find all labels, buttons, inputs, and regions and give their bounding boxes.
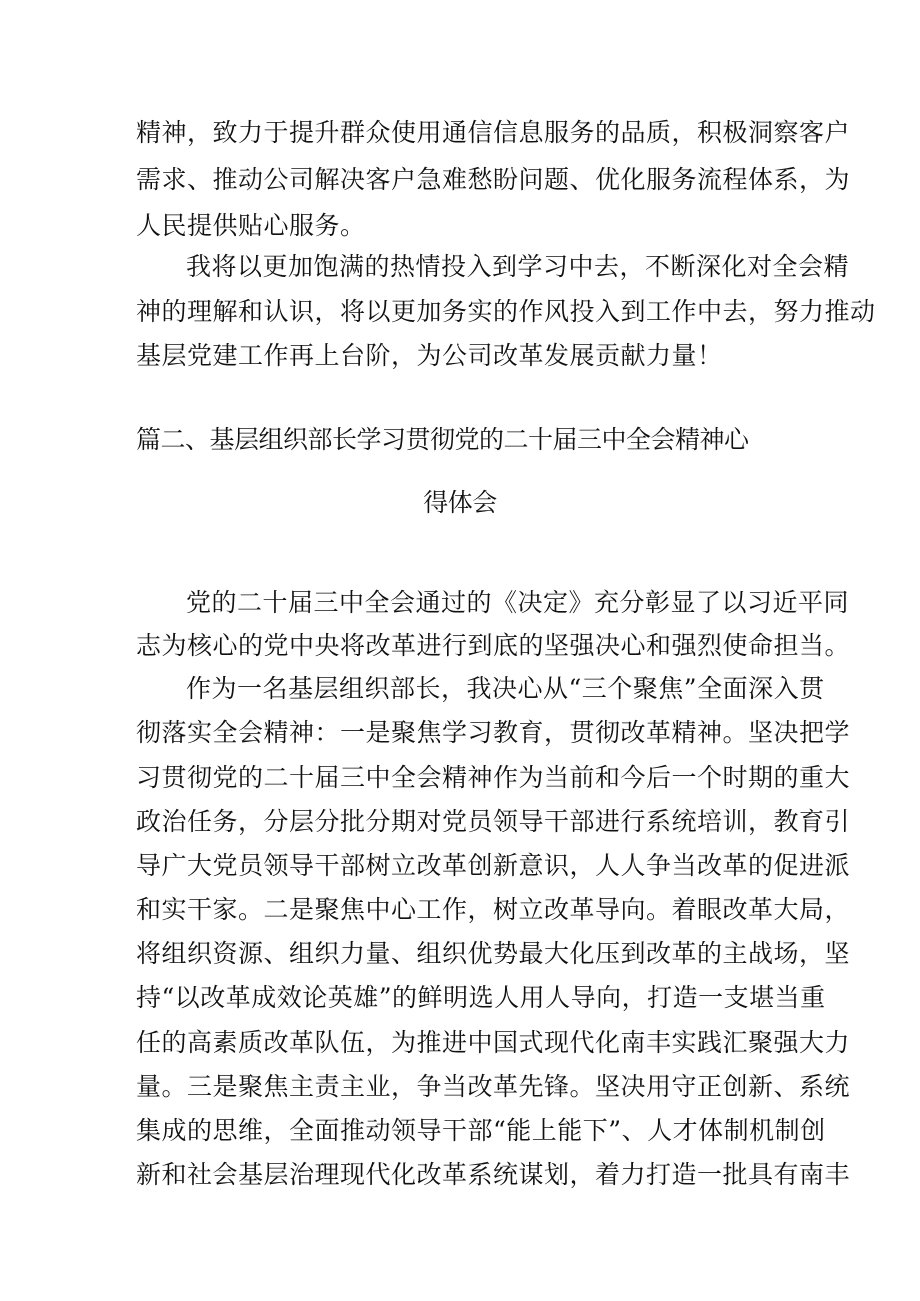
paragraph-line: 精神，致力于提升群众使用通信信息服务的品质，积极洞察客户 <box>136 118 851 147</box>
paragraph-line: 任的高素质改革队伍，为推进中国式现代化南丰实践汇聚强大力 <box>136 1028 851 1057</box>
paragraph-line: 志为核心的党中央将改革进行到底的坚强决心和强烈使命担当。 <box>136 631 851 660</box>
section-title-continuation: 得体会 <box>423 488 497 517</box>
paragraph-line: 我将以更加饱满的热情投入到学习中去，不断深化对全会精 <box>186 252 850 281</box>
paragraph-line: 将组织资源、组织力量、组织优势最大化压到改革的主战场，坚 <box>136 939 851 968</box>
paragraph-line: 彻落实全会精神：一是聚焦学习教育，贯彻改革精神。坚决把学 <box>136 718 851 747</box>
paragraph-line: 集成的思维，全面推动领导干部“能上能下”、人才体制机制创 <box>136 1116 826 1145</box>
paragraph-line: 政治任务，分层分批分期对党员领导干部进行系统培训，教育引 <box>136 807 851 836</box>
paragraph-line: 党的二十届三中全会通过的《决定》充分彰显了以习近平同 <box>186 588 850 617</box>
paragraph-line: 需求、推动公司解决客户急难愁盼问题、优化服务流程体系，为 <box>136 165 851 194</box>
paragraph-line: 量。三是聚焦主责主业，争当改革先锋。坚决用守正创新、系统 <box>136 1072 851 1101</box>
paragraph-line: 新和社会基层治理现代化改革系统谋划，着力打造一批具有南丰 <box>136 1160 851 1189</box>
paragraph-line: 习贯彻党的二十届三中全会精神作为当前和今后一个时期的重大 <box>136 763 851 792</box>
paragraph-line: 持“以改革成效论英雄”的鲜明选人用人导向，打造一支堪当重 <box>136 983 826 1012</box>
paragraph-line: 神的理解和认识，将以更加务实的作风投入到工作中去，努力推动 <box>136 297 876 326</box>
paragraph-line: 人民提供贴心服务。 <box>136 211 366 240</box>
paragraph-line: 和实干家。二是聚焦中心工作，树立改革导向。着眼改革大局， <box>136 895 851 924</box>
paragraph-line: 导广大党员领导干部树立改革创新意识，人人争当改革的促进派 <box>136 851 851 880</box>
paragraph-line: 作为一名基层组织部长，我决心从“三个聚焦”全面深入贯 <box>186 674 825 703</box>
section-title: 篇二、基层组织部长学习贯彻党的二十届三中全会精神心 <box>136 425 749 454</box>
paragraph-line: 基层党建工作再上台阶，为公司改革发展贡献力量！ <box>136 341 723 370</box>
